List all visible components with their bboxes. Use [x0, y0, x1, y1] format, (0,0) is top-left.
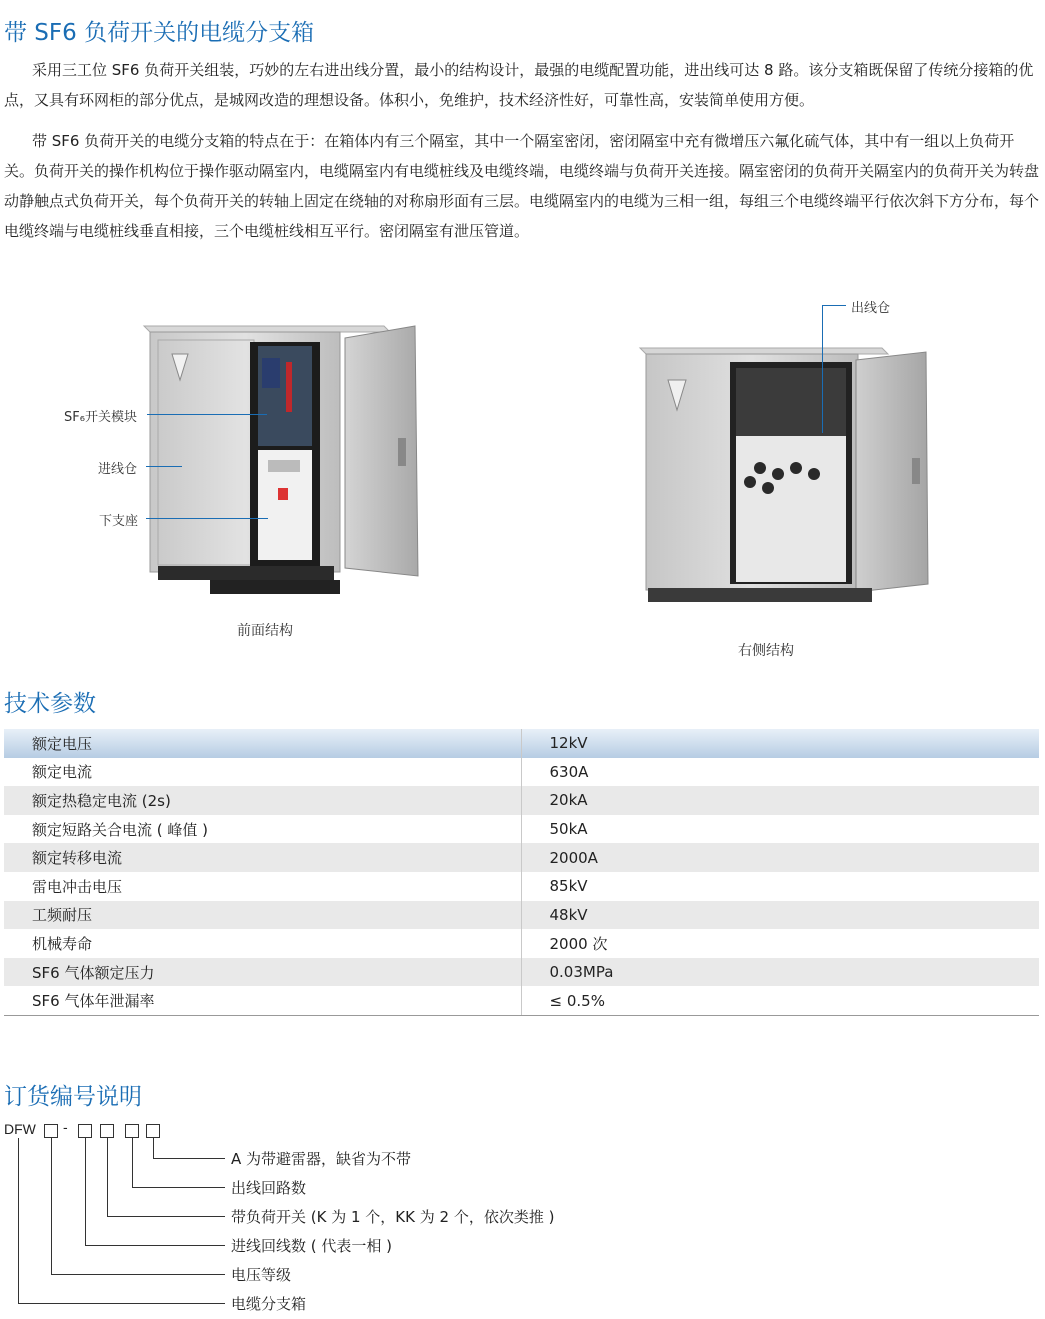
table-row — [4, 901, 1039, 930]
callout-line-outgoing-h — [822, 305, 846, 306]
table-row — [4, 843, 1039, 872]
callout-incoming: 进线仓 — [98, 462, 138, 477]
spec-name: SF6 气体额定压力 — [4, 958, 521, 987]
code-box-load-switch — [100, 1124, 114, 1138]
page-title: 带 SF6 负荷开关的电缆分支箱 — [4, 20, 315, 46]
table-row — [4, 872, 1039, 901]
spec-value: 20kA — [521, 786, 1039, 815]
table-row — [4, 758, 1039, 787]
connector-v-load-switch — [107, 1138, 108, 1217]
spec-name: 额定短路关合电流 ( 峰值 ) — [4, 815, 521, 844]
connector-h-voltage — [51, 1274, 225, 1275]
table-row — [4, 958, 1039, 987]
connector-v-voltage — [51, 1138, 52, 1275]
connector-h-incoming — [85, 1245, 225, 1246]
right-structure-photo — [638, 340, 938, 610]
front-structure-photo — [140, 318, 430, 603]
spec-value: 630A — [521, 758, 1039, 787]
right-caption: 右侧结构 — [738, 643, 794, 659]
table-row — [4, 729, 1039, 758]
order-title: 订货编号说明 — [4, 1084, 142, 1110]
callout-sf6-module: SF₆开关模块 — [64, 410, 137, 425]
spec-value: 2000A — [521, 843, 1039, 872]
spec-value: 48kV — [521, 901, 1039, 930]
spec-value: 85kV — [521, 872, 1039, 901]
callout-line-incoming — [146, 466, 182, 467]
connector-h-load-switch — [107, 1216, 225, 1217]
table-row — [4, 815, 1039, 844]
connector-v-cable-box — [18, 1138, 19, 1304]
spec-name: 额定电压 — [4, 729, 521, 758]
specs-table — [4, 729, 1039, 1016]
connector-h-cable-box — [18, 1303, 225, 1304]
connector-v-incoming — [85, 1138, 86, 1246]
order-prefix: DFW — [4, 1121, 36, 1137]
table-row — [4, 929, 1039, 958]
spec-name: 额定热稳定电流 (2s) — [4, 786, 521, 815]
code-box-incoming — [78, 1124, 92, 1138]
spec-value: 12kV — [521, 729, 1039, 758]
code-box-outgoing — [125, 1124, 139, 1138]
spec-value: 2000 次 — [521, 929, 1039, 958]
spec-name: 工频耐压 — [4, 901, 521, 930]
callout-line-base — [146, 518, 268, 519]
front-caption: 前面结构 — [237, 623, 293, 639]
table-row — [4, 986, 1039, 1015]
table-row — [4, 786, 1039, 815]
intro-paragraph-1: 采用三工位 SF6 负荷开关组装，巧妙的左右进出线分置，最小的结构设计，最强的电缆配置功能，进出线可达 8 路。该分支箱既保留了传统分接箱的优点，又具有环网柜的部分优点，是城网改造的理想设备。体积小，免维护，技术经济性好，可靠性高，安装简单使用方便。 — [4, 61, 1034, 109]
code-box-arrester — [146, 1124, 160, 1138]
spec-name: SF6 气体年泄漏率 — [4, 986, 521, 1015]
specs-title: 技术参数 — [4, 691, 96, 717]
spec-name: 雷电冲击电压 — [4, 872, 521, 901]
code-box-voltage — [44, 1124, 58, 1138]
callout-base: 下支座 — [99, 514, 139, 529]
order-dash: - — [63, 1119, 68, 1135]
order-item-cable-box: 电缆分支箱 — [231, 1295, 307, 1313]
order-item-incoming: 进线回线数 ( 代表一相 ) — [231, 1237, 393, 1255]
callout-outgoing: 出线仓 — [851, 301, 891, 316]
spec-name: 机械寿命 — [4, 929, 521, 958]
order-item-load-switch: 带负荷开关 (K 为 1 个，KK 为 2 个，依次类推 ) — [231, 1208, 555, 1226]
connector-v-outgoing — [132, 1138, 133, 1188]
order-item-voltage: 电压等级 — [231, 1266, 292, 1284]
order-item-outgoing: 出线回路数 — [231, 1179, 307, 1197]
spec-name: 额定转移电流 — [4, 843, 521, 872]
callout-line-outgoing-v — [822, 305, 823, 433]
spec-value: 0.03MPa — [521, 958, 1039, 987]
intro-paragraph-2: 带 SF6 负荷开关的电缆分支箱的特点在于：在箱体内有三个隔室，其中一个隔室密闭，密闭隔室中充有微增压六氟化硫气体，其中有一组以上负荷开关。负荷开关的操作机构位于操作驱动隔室内，电缆隔室内有电缆桩线及电缆终端，电缆终端与负荷开关连接。隔室密闭的负荷开关隔室内的负荷开关为转盘动静触点式负荷开关，每个负荷开关的转轴上固定在绕轴的对称扇形面有三层。电缆隔室内的电缆为三相一组，每组三个电缆终端平行依次斜下方分布，每个电缆终端与电缆桩线垂直相接，三个电缆桩线相互平行。密闭隔室有泄压管道。 — [4, 132, 1040, 240]
order-item-arrester: A 为带避雷器，缺省为不带 — [231, 1150, 412, 1168]
spec-value: ≤ 0.5% — [521, 986, 1039, 1015]
connector-v-arrester — [153, 1138, 154, 1159]
connector-h-outgoing — [132, 1187, 225, 1188]
spec-name: 额定电流 — [4, 758, 521, 787]
callout-line-sf6 — [147, 414, 267, 415]
connector-h-arrester — [153, 1158, 225, 1159]
spec-value: 50kA — [521, 815, 1039, 844]
